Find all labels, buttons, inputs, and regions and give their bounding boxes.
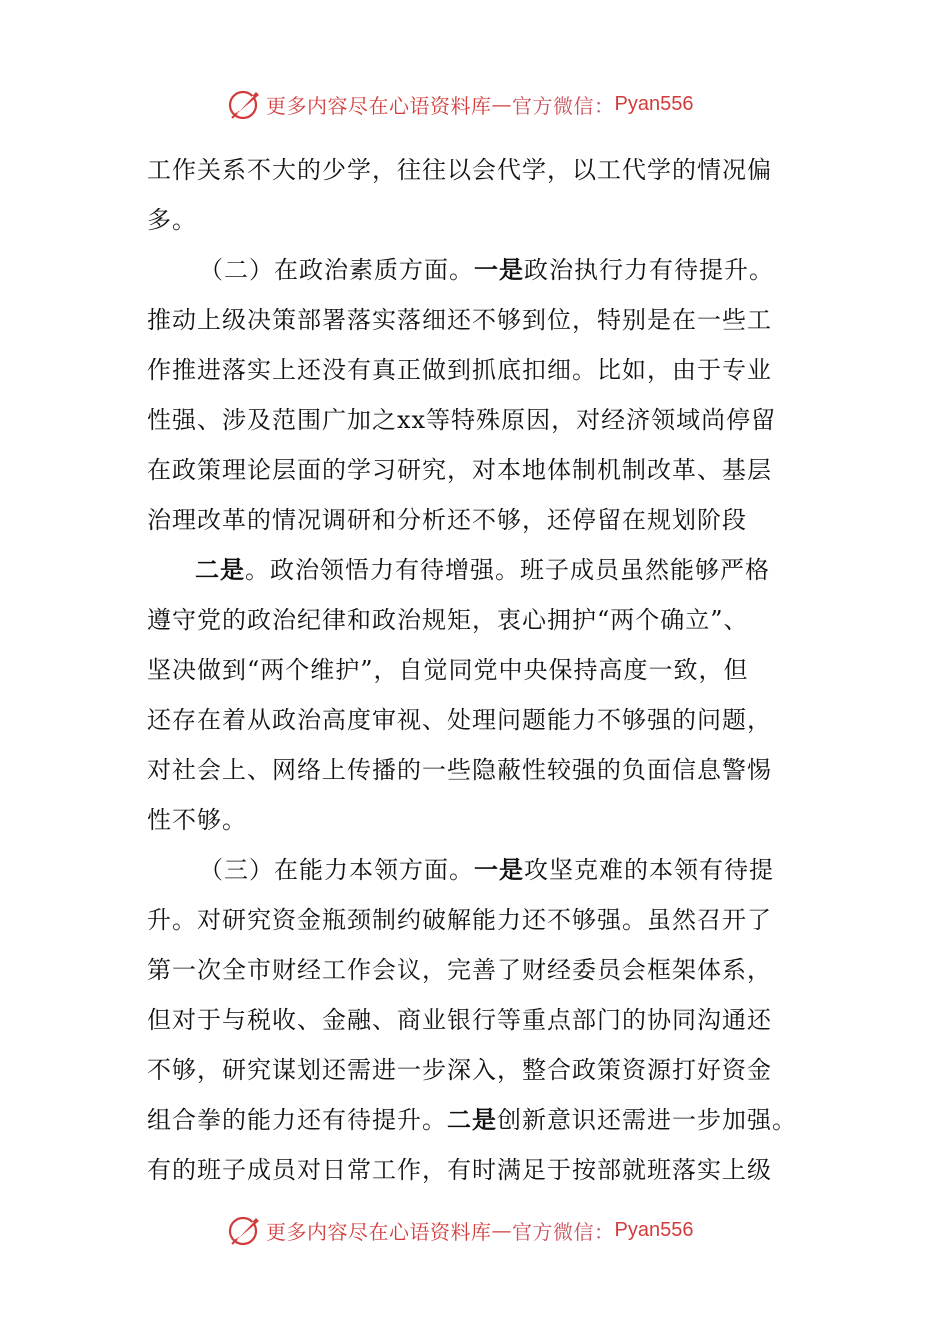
emphasis-first: 一是 <box>474 855 524 884</box>
section-heading-political: （二）在政治素质方面。一是政治执行力有待提升。 <box>199 255 774 284</box>
text-line: 坚决做到“两个维护”，自觉同党中央保持高度一致，但 <box>147 656 749 684</box>
paragraph-second-point: 二是。政治领悟力有待增强。班子成员虽然能够严格 <box>195 555 770 584</box>
text-line: 性强、涉及范围广加之xx等特殊原因，对经济领域尚停留 <box>147 406 777 434</box>
text-line: 多。 <box>147 206 197 234</box>
watermark-wechat-label: 官方微信： <box>512 93 615 118</box>
text-line: 组合拳的能力还有待提升。二是创新意识还需进一步加强。 <box>147 1105 797 1134</box>
text-line: 对社会上、网络上传播的一些隐蔽性较强的负面信息警惕 <box>147 756 772 784</box>
text-line: 遵守党的政治纪律和政治规矩，衷心拥护“两个确立”、 <box>147 606 749 634</box>
text-line: 有的班子成员对日常工作，有时满足于按部就班落实上级 <box>147 1156 772 1184</box>
text-line: 推动上级决策部署落实落细还不够到位，特别是在一些工 <box>147 306 772 334</box>
watermark-dash: — <box>491 92 512 116</box>
watermark-wechat-id: Pyan556 <box>614 92 694 115</box>
document-body <box>147 145 807 1195</box>
watermark-dash: — <box>491 1218 512 1242</box>
text-line: 治理改革的情况调研和分析还不够，还停留在规划阶段 <box>147 506 747 534</box>
quill-logo-icon <box>226 86 262 122</box>
text-line: 在政策理论层面的学习研究，对本地体制机制改革、基层 <box>147 456 772 484</box>
text-line: 还存在着从政治高度审视、处理问题能力不够强的问题， <box>147 706 772 734</box>
watermark-banner-top <box>226 84 693 124</box>
text-line: 性不够。 <box>147 806 247 834</box>
text-line: 但对于与税收、金融、商业银行等重点部门的协同沟通还 <box>147 1006 772 1034</box>
watermark-text: 更多内容尽在心语资料库 <box>266 1219 492 1244</box>
emphasis-second: 二是 <box>195 555 245 584</box>
watermark-text: 更多内容尽在心语资料库 <box>266 93 492 118</box>
watermark-banner-bottom <box>226 1210 693 1250</box>
emphasis-second: 二是 <box>447 1105 497 1134</box>
section-heading-ability: （三）在能力本领方面。一是攻坚克难的本领有待提 <box>199 855 774 884</box>
watermark-wechat-id: Pyan556 <box>614 1218 694 1241</box>
text-line: 作推进落实上还没有真正做到抓底扣细。比如，由于专业 <box>147 356 772 384</box>
text-line: 第一次全市财经工作会议，完善了财经委员会框架体系， <box>147 956 772 984</box>
emphasis-first: 一是 <box>474 255 524 284</box>
text-line: 不够，研究谋划还需进一步深入，整合政策资源打好资金 <box>147 1056 772 1084</box>
text-line: 工作关系不大的少学，往往以会代学，以工代学的情况偏 <box>147 156 772 184</box>
text-line: 升。对研究资金瓶颈制约破解能力还不够强。虽然召开了 <box>147 906 772 934</box>
watermark-wechat-label: 官方微信： <box>512 1219 615 1244</box>
quill-logo-icon <box>226 1212 262 1248</box>
